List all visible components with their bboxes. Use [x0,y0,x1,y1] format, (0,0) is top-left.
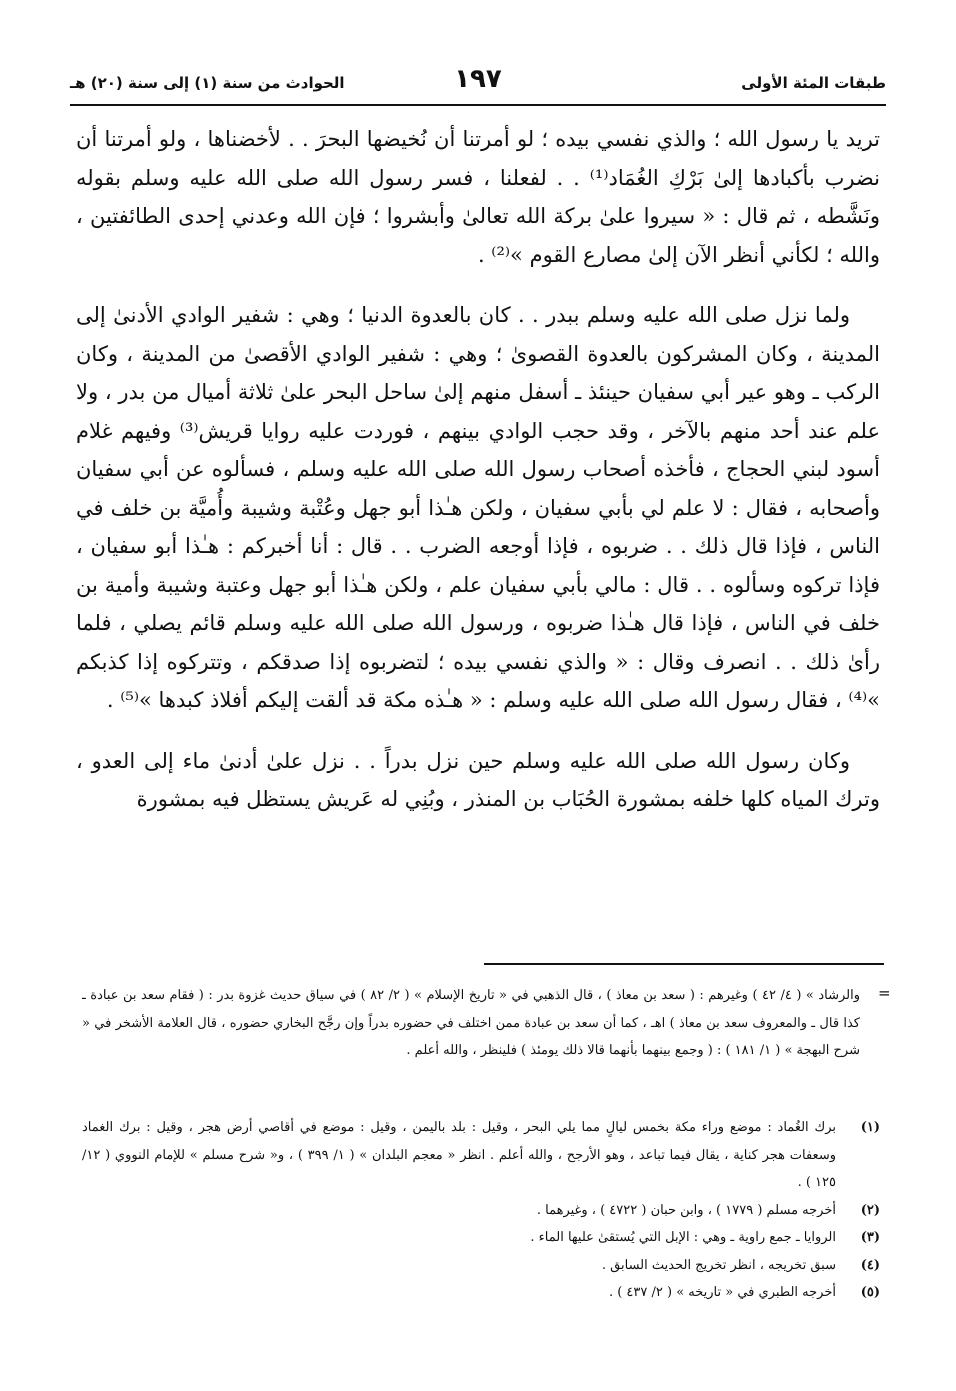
footnote-number: (٣) [860,1230,880,1245]
paragraph: تريد يا رسول الله ؛ والذي نفسي بيده ؛ لو أمرتنا أن نُخيضها البحرَ . . لأخضناها ، ولو أمرتنا أن نضرب بأكبادها إلىٰ بَرْكِ الغُمَاد⁽¹⁾ . . لفعلنا ، فسر رسول الله صلى الله عليه وسلم بقوله ونَشَّطه ، ثم قال : « سيروا علىٰ بركة الله تعالىٰ وأبشروا ؛ فإن الله وعدني إحدى الطائفتين ، والله ؛ لكأني أنظر الآن إلىٰ مصارع القوم »⁽²⁾ . [76,127,880,267]
footnote-number: (٤) [860,1257,880,1273]
paragraph: ولما نزل صلى الله عليه وسلم ببدر . . كان بالعدوة الدنيا ؛ وهي : شفير الوادي الأدنىٰ إلى المدينة ، وكان المشركون بالعدوة القصوىٰ ؛ وهي : شفير الوادي الأقصىٰ من المدينة ، وكان الركب ـ وهو عير أبي سفيان حينئذ ـ أسفل منهم إلىٰ ساحل البحر علىٰ ثلاثة أميال من بدر ، ولا علم عند أحد منهم بالآخر ، وقد حجب الوادي بينهم ، فوردت عليه روايا قريش⁽³⁾ وفيهم غلام أسود لبني الحجاج ، فأخذه أصحاب رسول الله صلى الله عليه وسلم ، فسألوه عن أبي سفيان وأصحابه ، فقال : لا علم لي بأبي سفيان ، ولكن هـٰذا أبو جهل وعُتْبة وشيبة وأُميَّة بن خلف في الناس ، فإذا قال ذلك . . ضربوه ، فإذا أوجعه الضرب . . قال : أنا أخبركم : هـٰذا أبو سفيان ، فإذا تركوه وسألوه . . قال : مالي بأبي سفيان علم ، ولكن هـٰذا أبو جهل وعتبة وشيبة وأمية بن خلف في الناس ، فإذا قال هـٰذا ضربوه ، ورسول الله صلى الله عليه وسلم قائم يصلي ، فلما رأىٰ ذلك . . انصرف وقال : « والذي نفسي بيده ؛ لتضربوه إذا صدقكم ، وتتركوه إذا كذبكم »⁽⁴⁾ ، فقال رسول الله صلى الله عليه وسلم : « هـٰذه مكة قد ألقت إليكم أفلاذ كبدها »⁽⁵⁾ . [76,303,880,712]
footnote-number: (١) [860,1120,880,1135]
paragraph: وكان رسول الله صلى الله عليه وسلم حين نزل بدراً . . نزل علىٰ أدنىٰ ماء إلى العدو ، وترك المياه كلها خلفه بمشورة الحُبَاب بن المنذر ، وبُنِي له عَريش يستظل فيه بمشورة [76,748,880,811]
footnote-text: برك الغُماد : موضع وراء مكة بخمس ليالٍ مما يلي البحر ، وقيل : بلد باليمن ، وقيل : موضع في أقاصي أرض هجر ، وقيل : برك الغماد وسعفات هجر كناية ، يقال فيما تباعد ، وهو الأرجح ، والله أعلم . انظر « معجم البلدان » ( ١/ ٣٩٩ ) ، و« شرح مسلم » للإمام النووي ( ١٢/ ١٢٥ ) . [82,1120,836,1190]
section-title: الحوادث من سنة (١) إلى سنة (٢٠) هـ [70,74,345,92]
footnote-text: أخرجه الطبري في « تاريخه » ( ٢/ ٤٣٧ ) . [608,1285,836,1300]
footnote-continuation-mark: = [878,984,891,1002]
running-header [70,62,886,106]
footnote-separator [484,963,884,965]
footnote-item [82,1114,880,1197]
header-rule [70,104,886,106]
footnote-item [82,1197,880,1225]
page-number: ١٩٧ [454,64,502,94]
footnote-text: الروايا ـ جمع راوية ـ وهي : الإبل التي يُستقىٰ عليها الماء . [530,1230,836,1245]
footnote-number: (٥) [860,1285,880,1300]
footnote-text: سبق تخريجه ، انظر تخريج الحديث السابق . [601,1257,836,1273]
footnote-number: (٢) [860,1202,880,1218]
main-text [76,120,880,841]
footnote-item [82,1279,880,1307]
footnote-item [82,1252,880,1280]
footnote-item [82,1224,880,1252]
footnote-text: أخرجه مسلم ( ١٧٧٩ ) ، وابن حبان ( ٤٧٢٢ ) ، وغيرهما . [536,1202,836,1218]
book-title: طبقات المئة الأولى [741,74,886,92]
footnote-continuation: والرشاد » ( ٤/ ٤٢ ) وغيرهم : ( سعد بن معاذ ) ، قال الذهبي في « تاريخ الإسلام » ( ٢/ ٨٢ ) في سياق حديث غزوة بدر : ( فقام سعد بن عبادة ـ كذا قال ـ والمعروف سعد بن معاذ ) اهـ ، كما أن سعد بن عبادة ممن اختلف في حضوره بدراً وإن رجَّح البخاري حضوره ، قال العلامة الأشخر في « شرح البهجة » ( ١/ ١٨١ ) : ( وجمع بينهما بأنهما قالا ذلك يومئذ ) فلينظر ، والله أعلم . [82,988,861,1058]
footnotes [82,1114,880,1307]
